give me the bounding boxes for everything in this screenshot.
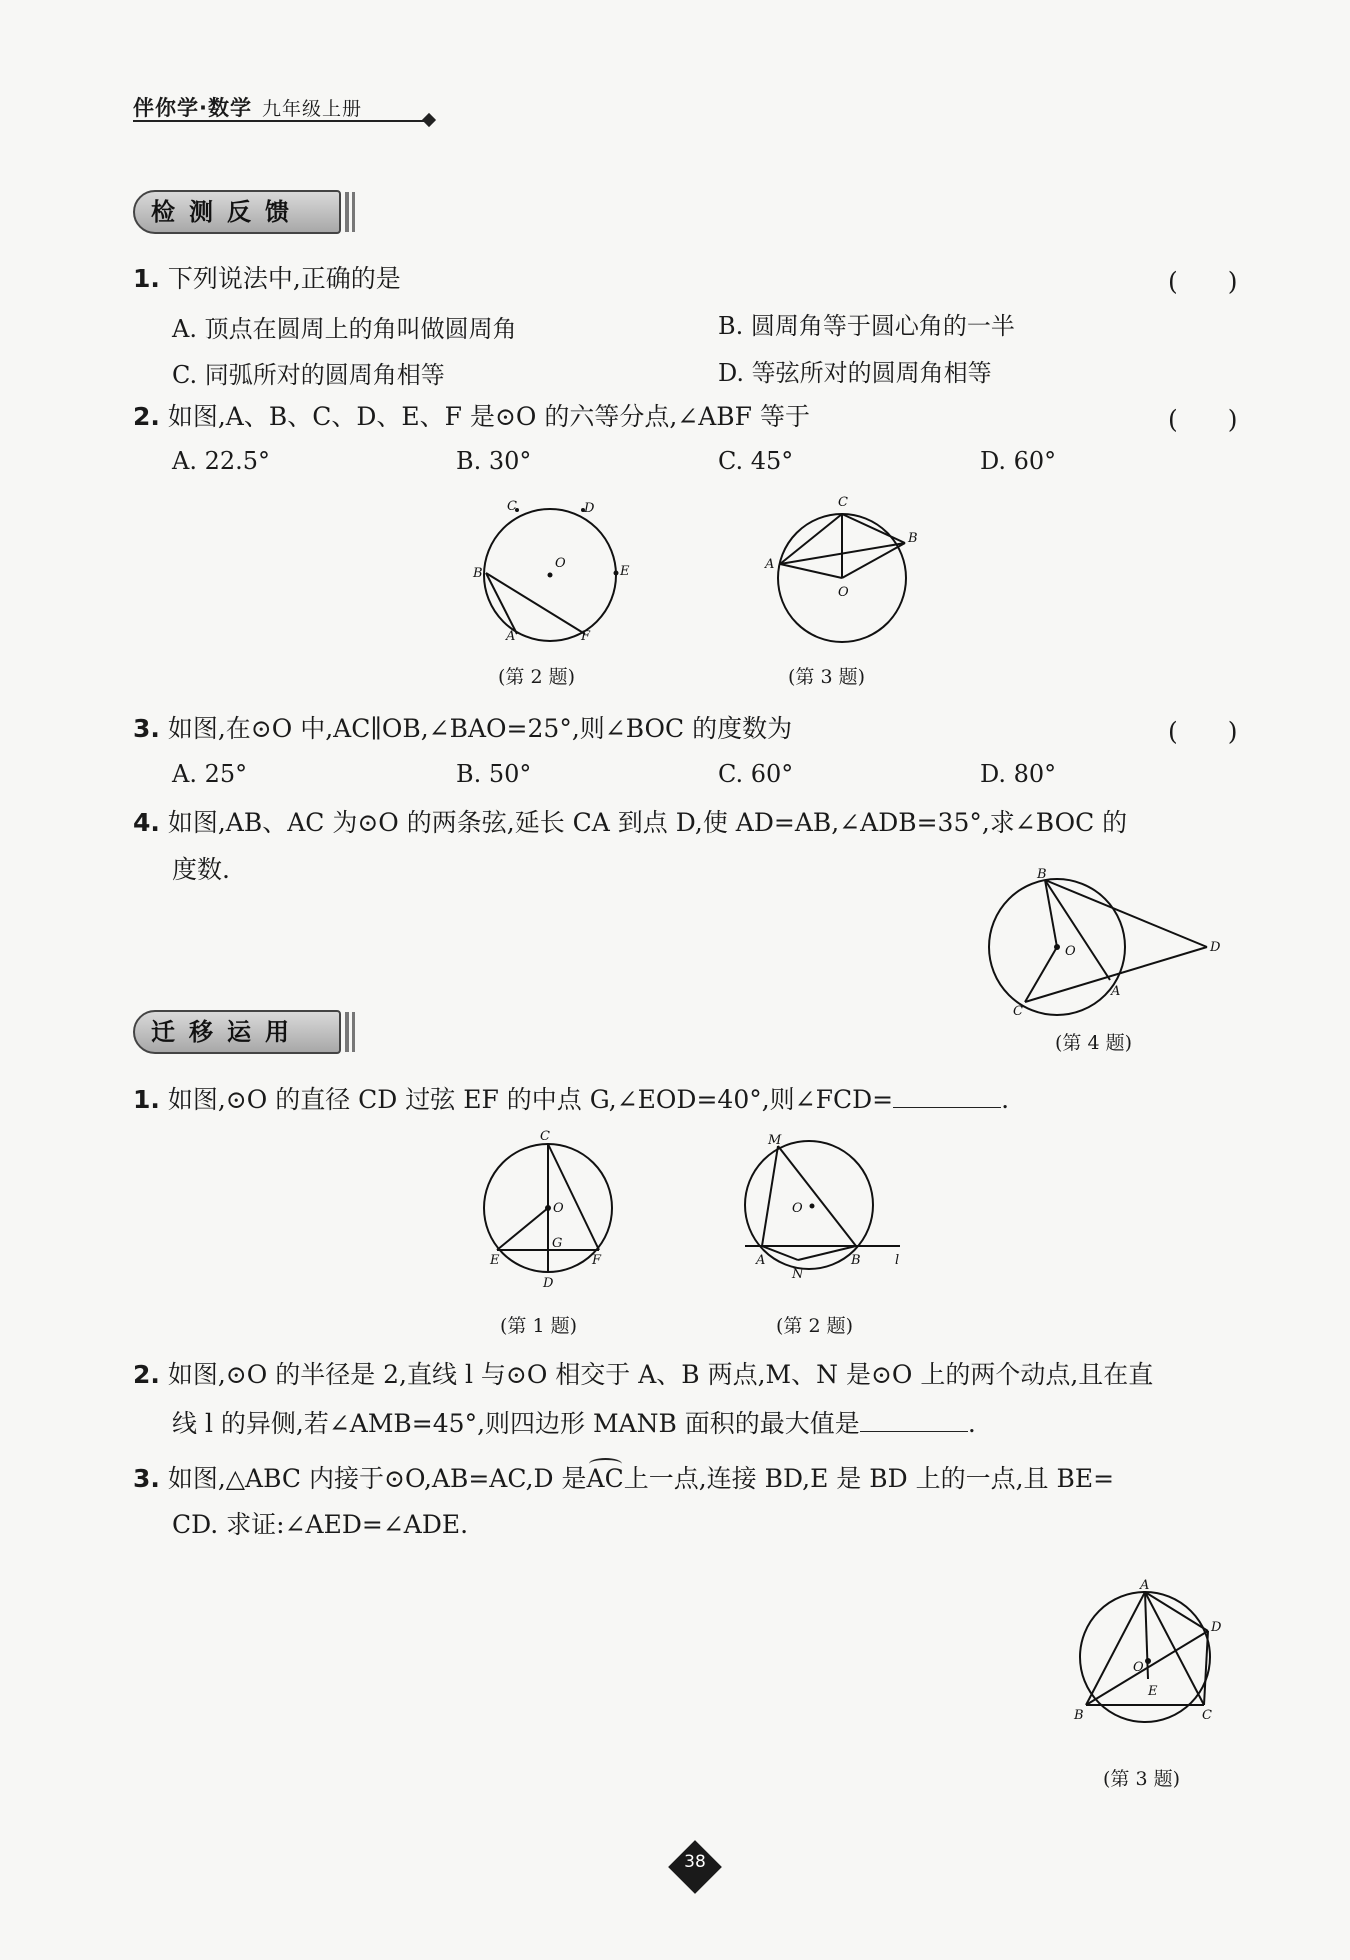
label-e: E: [490, 1253, 500, 1268]
label-b: B: [908, 531, 918, 546]
label-d: D: [1210, 940, 1221, 955]
label-a: A: [756, 1253, 766, 1268]
segment-ma: [762, 1146, 778, 1246]
question-stem: 下列说法中,正确的是: [167, 264, 401, 293]
figure-transfer-q1: [480, 1128, 620, 1293]
question-number: 4.: [133, 808, 160, 837]
center-dot: [548, 573, 553, 578]
section-check-tab: 检测反馈: [133, 190, 341, 234]
question-number: 3.: [133, 714, 160, 743]
arc-notation: [587, 1462, 624, 1496]
option-b: B. 30°: [456, 447, 532, 475]
question-stem-cont: 上一点,连接 BD,E 是 BD 上的一点,且 BE=: [623, 1464, 1115, 1493]
label-b: B: [1074, 1708, 1084, 1723]
header-rule: [133, 120, 429, 122]
label-b: B: [851, 1253, 861, 1268]
option-a: A. 顶点在圆周上的角叫做圆周角: [172, 315, 517, 343]
label-l: l: [895, 1253, 900, 1268]
label-n: N: [792, 1267, 804, 1282]
figure-check-q3: [760, 490, 920, 650]
question-number: 3.: [133, 1464, 160, 1493]
label-b: B: [1037, 867, 1047, 882]
transfer-q3: [133, 1462, 1114, 1496]
label-c: C: [540, 1129, 550, 1144]
arc-mark-icon: [589, 1458, 622, 1470]
option-c: C. 同弧所对的圆周角相等: [172, 361, 445, 389]
answer-paren: ( ): [1168, 717, 1238, 746]
check-q1: [133, 262, 401, 296]
label-e: E: [620, 564, 630, 579]
label-a: A: [1111, 984, 1121, 999]
tab-decoration: [352, 1012, 355, 1052]
check-q4: [133, 806, 1127, 840]
label-o: O: [555, 556, 566, 571]
label-f: F: [581, 629, 591, 644]
segment-ao: [780, 564, 842, 578]
label-m: M: [768, 1133, 782, 1148]
question-number: 2.: [133, 1360, 160, 1389]
figure-caption: (第 3 题): [788, 666, 865, 688]
question-number: 2.: [133, 402, 160, 431]
segment-ae: [1145, 1592, 1148, 1679]
transfer-q3-line2: CD. 求证:∠AED=∠ADE.: [172, 1510, 469, 1539]
center-dot: [1054, 944, 1060, 950]
figure-transfer-q3: [1068, 1575, 1238, 1735]
option-b: B. 50°: [456, 760, 532, 788]
label-d: D: [1211, 1620, 1222, 1635]
option-a: A. 25°: [172, 760, 248, 788]
center-dot: [1145, 1658, 1151, 1664]
book-header: [133, 92, 362, 122]
label-o: O: [553, 1201, 564, 1216]
label-o: O: [838, 585, 849, 600]
answer-paren: ( ): [1168, 267, 1238, 296]
segment-mb: [778, 1146, 856, 1246]
question-number: 1.: [133, 264, 160, 293]
label-e: E: [1148, 1684, 1158, 1699]
label-o: O: [1065, 944, 1076, 959]
question-stem: 如图,⊙O 的半径是 2,直线 l 与⊙O 相交于 A、B 两点,M、N 是⊙O 上的两个动点,且在直: [167, 1360, 1154, 1389]
arc-label: AC: [586, 1464, 624, 1493]
page-number: 38: [684, 1852, 706, 1872]
answer-blank[interactable]: [893, 1081, 1001, 1108]
header-diamond-icon: [422, 113, 436, 127]
question-stem: 如图,A、B、C、D、E、F 是⊙O 的六等分点,∠ABF 等于: [167, 402, 810, 431]
label-f: F: [592, 1253, 602, 1268]
period: .: [967, 1409, 976, 1438]
label-d: D: [543, 1276, 554, 1291]
book-title: 伴你学·数学: [133, 96, 252, 120]
segment-bd: [1045, 880, 1207, 947]
tab-decoration: [352, 192, 355, 232]
label-a: A: [765, 557, 775, 572]
question-number: 1.: [133, 1085, 160, 1114]
point-dot: [614, 571, 619, 576]
chord-cb: [842, 514, 905, 543]
option-d: D. 60°: [980, 447, 1057, 475]
segment-dc: [1204, 1631, 1208, 1705]
figure-caption: (第 2 题): [776, 1315, 853, 1337]
check-q3: [133, 712, 792, 746]
answer-blank[interactable]: [860, 1405, 968, 1432]
figure-caption: (第 1 题): [500, 1315, 577, 1337]
center-dot: [810, 1204, 815, 1209]
figure-caption: (第 2 题): [498, 666, 575, 688]
question-stem-line2: 线 l 的异侧,若∠AMB=45°,则四边形 MANB 面积的最大值是: [172, 1409, 860, 1438]
segment-nb: [798, 1246, 856, 1260]
figure-caption: (第 4 题): [1055, 1032, 1132, 1054]
question-stem: 如图,AB、AC 为⊙O 的两条弦,延长 CA 到点 D,使 AD=AB,∠ADB=35°,求∠BOC 的: [167, 808, 1128, 837]
transfer-q2: [133, 1358, 1153, 1392]
option-a: A. 22.5°: [172, 447, 271, 475]
figure-transfer-q2: [740, 1128, 920, 1293]
figure-check-q4: [985, 865, 1230, 1025]
answer-paren: ( ): [1168, 405, 1238, 434]
option-d: D. 80°: [980, 760, 1057, 788]
question-stem: 如图,在⊙O 中,AC∥OB,∠BAO=25°,则∠BOC 的度数为: [167, 714, 793, 743]
label-c: C: [507, 499, 517, 514]
section-transfer-tab: 迁移运用: [133, 1010, 341, 1054]
center-dot: [545, 1205, 551, 1211]
label-g: G: [552, 1236, 563, 1251]
check-q4-line2: 度数.: [172, 855, 230, 884]
label-c: C: [1202, 1708, 1212, 1723]
figure-caption: (第 3 题): [1103, 1768, 1180, 1790]
label-a: A: [1140, 1578, 1150, 1593]
option-c: C. 60°: [718, 760, 794, 788]
question-stem: 如图,△ABC 内接于⊙O,AB=AC,D 是: [167, 1464, 587, 1493]
circle-o: [745, 1141, 873, 1269]
question-stem: 如图,⊙O 的直径 CD 过弦 EF 的中点 G,∠EOD=40°,则∠FCD=: [167, 1085, 894, 1114]
label-o: O: [792, 1201, 803, 1216]
tab-decoration: [345, 192, 349, 232]
check-q2: [133, 400, 810, 434]
option-d: D. 等弦所对的圆周角相等: [718, 359, 992, 387]
tab-decoration: [345, 1012, 349, 1052]
period: .: [1001, 1085, 1010, 1114]
option-c: C. 45°: [718, 447, 794, 475]
label-b: B: [473, 566, 483, 581]
transfer-q2-line2: [172, 1405, 976, 1441]
label-c: C: [838, 495, 848, 510]
transfer-q1: [133, 1081, 1009, 1117]
label-c: C: [1013, 1004, 1023, 1019]
book-grade: 九年级上册: [261, 98, 362, 120]
segment-eo: [497, 1208, 548, 1250]
label-a: A: [506, 629, 516, 644]
figure-check-q2: [465, 495, 630, 655]
option-b: B. 圆周角等于圆心角的一半: [718, 312, 1015, 340]
label-d: D: [584, 501, 595, 516]
label-o: O: [1133, 1660, 1144, 1675]
